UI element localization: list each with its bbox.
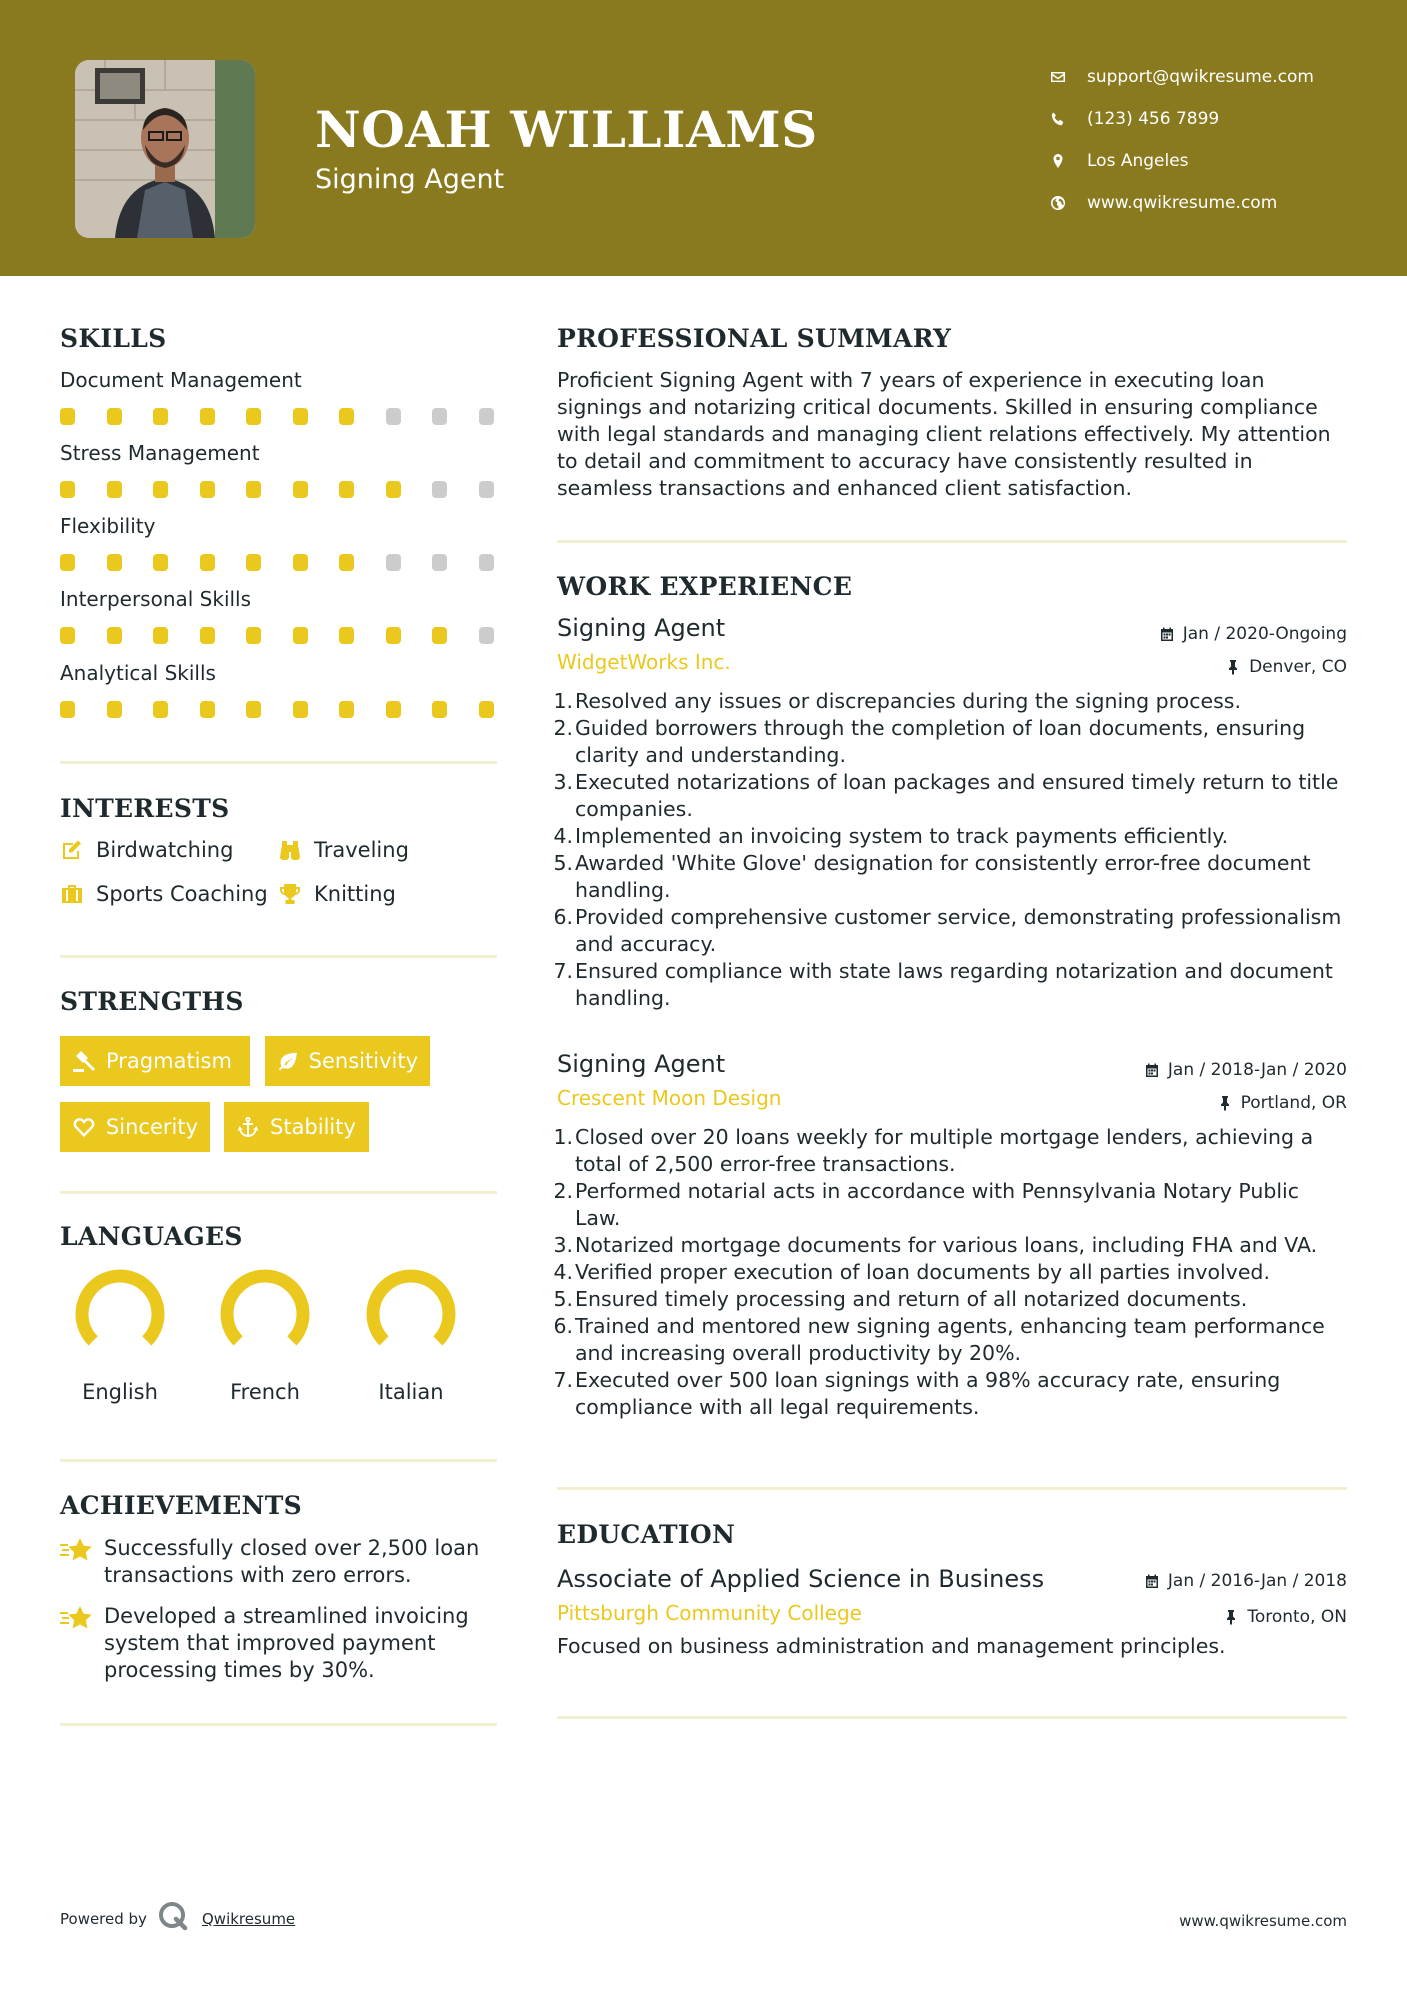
section-divider	[557, 540, 1347, 543]
list-item: 4. Implemented an invoicing system to track payments efficiently.	[553, 824, 1229, 848]
language-item	[50, 1268, 190, 1404]
contact-list	[1050, 56, 1314, 224]
pushpin-icon	[1223, 1609, 1239, 1625]
rating-dot-filled	[339, 701, 354, 718]
contact-website[interactable]	[1050, 182, 1314, 224]
language-item	[195, 1268, 335, 1404]
rating-dot-filled	[200, 701, 215, 718]
rating-dot-filled	[293, 408, 308, 425]
envelope-icon	[1050, 69, 1087, 85]
skill-name: Interpersonal Skills	[60, 587, 252, 611]
contact-website-text: www.qwikresume.com	[1087, 193, 1278, 213]
list-item: 6. Provided comprehensive customer service, demonstrating professionalism and accuracy.	[553, 905, 1342, 956]
language-level-ring	[365, 1268, 457, 1360]
rating-dot-filled	[246, 701, 261, 718]
strengths-section	[60, 987, 497, 1016]
summary-heading: PROFESSIONAL SUMMARY	[557, 324, 952, 353]
rating-dot-filled	[246, 554, 261, 571]
rating-dot-filled	[293, 554, 308, 571]
achievement-item	[60, 1603, 484, 1684]
interest-item	[60, 838, 233, 862]
section-divider	[557, 1716, 1347, 1719]
interest-label: Knitting	[314, 882, 396, 906]
strength-tag	[265, 1036, 430, 1086]
contact-phone-text: (123) 456 7899	[1087, 109, 1220, 129]
school-name: Pittsburgh Community College	[557, 1601, 862, 1625]
anchor-icon	[236, 1116, 260, 1138]
skill-rating	[60, 554, 497, 571]
language-level-ring	[74, 1268, 166, 1360]
gavel-icon	[72, 1050, 96, 1072]
strength-tag	[224, 1102, 369, 1152]
rating-dot-filled	[386, 701, 401, 718]
education-section	[557, 1520, 1347, 1670]
list-item: 3. Notarized mortgage documents for various loans, including FHA and VA.	[553, 1233, 1318, 1257]
rating-dot-filled	[153, 701, 168, 718]
skill-item	[60, 514, 497, 571]
rating-dot-empty	[386, 408, 401, 425]
interest-item	[278, 838, 409, 862]
list-item: 4. Verified proper execution of loan documents by all parties involved.	[553, 1260, 1270, 1284]
rating-dot-empty	[479, 627, 494, 644]
rating-dot-filled	[339, 554, 354, 571]
rating-dot-filled	[60, 408, 75, 425]
rating-dot-filled	[339, 627, 354, 644]
job-bullets	[553, 1124, 1347, 1421]
education-heading: EDUCATION	[557, 1520, 736, 1549]
rating-dot-filled	[200, 627, 215, 644]
rating-dot-filled	[386, 481, 401, 498]
skill-name: Stress Management	[60, 441, 260, 465]
strength-label: Stability	[270, 1115, 356, 1139]
skill-item	[60, 587, 497, 644]
rating-dot-filled	[60, 701, 75, 718]
achievement-text: Developed a streamlined invoicing system that improved payment processing times by 30%.	[104, 1604, 469, 1682]
education-entry	[557, 1565, 1347, 1660]
heart-icon	[72, 1116, 96, 1138]
rating-dot-filled	[107, 701, 122, 718]
experience-heading: WORK EXPERIENCE	[557, 572, 853, 601]
experience-section	[557, 572, 1347, 601]
strengths-heading: STRENGTHS	[60, 987, 244, 1016]
rating-dot-filled	[200, 408, 215, 425]
interests-heading: INTERESTS	[60, 794, 230, 823]
rating-dot-filled	[339, 408, 354, 425]
interest-label: Traveling	[314, 838, 409, 862]
job-dates	[1144, 1060, 1347, 1080]
job-location-text: Denver, CO	[1249, 657, 1347, 677]
rating-dot-filled	[200, 481, 215, 498]
achievement-text: Successfully closed over 2,500 loan transactions with zero errors.	[104, 1536, 480, 1587]
interest-label: Birdwatching	[96, 838, 234, 862]
rating-dot-filled	[386, 627, 401, 644]
section-divider	[60, 1723, 497, 1726]
summary-text: Proficient Signing Agent with 7 years of experience in executing loan signings and notarizing critical documents. Skilled in ensuring compliance with legal standards and managing client relations effectively. My attention to detail and commitment to accuracy have consistently resulted in seamless transactions and enhanced client satisfaction.	[557, 368, 1331, 500]
skill-rating	[60, 627, 497, 644]
education-dates	[1144, 1571, 1347, 1591]
contact-location-text: Los Angeles	[1087, 151, 1189, 171]
list-item: 1. Closed over 20 loans weekly for multiple mortgage lenders, achieving a total of 2,500 error-free transactions.	[553, 1125, 1314, 1176]
interest-item	[278, 882, 396, 906]
skill-rating	[60, 408, 497, 425]
list-item: 1. Resolved any issues or discrepancies during the signing process.	[553, 689, 1241, 713]
skill-item	[60, 441, 497, 498]
qwikresume-link[interactable]: Qwikresume	[202, 1910, 296, 1928]
rating-dot-empty	[479, 408, 494, 425]
job-company: Crescent Moon Design	[557, 1086, 782, 1110]
job-location-text: Portland, OR	[1240, 1093, 1347, 1113]
education-location-text: Toronto, ON	[1247, 1607, 1347, 1627]
job-title: Signing Agent	[557, 614, 726, 642]
rating-dot-filled	[60, 627, 75, 644]
list-item: 3. Executed notarizations of loan packages and ensured timely return to title companies.	[553, 770, 1339, 821]
powered-by-label: Powered by	[60, 1910, 147, 1928]
degree-title: Associate of Applied Science in Business	[557, 1565, 1045, 1593]
rating-dot-filled	[339, 481, 354, 498]
language-label: French	[230, 1380, 300, 1404]
education-dates-text: Jan / 2016-Jan / 2018	[1167, 1571, 1347, 1591]
rating-dot-filled	[107, 627, 122, 644]
globe-icon	[1050, 195, 1087, 211]
section-divider	[60, 1459, 497, 1462]
job-entry	[553, 1050, 1347, 1460]
strength-tag	[60, 1102, 210, 1152]
rating-dot-empty	[479, 481, 494, 498]
leaf-icon	[277, 1050, 299, 1072]
trophy-icon	[278, 883, 302, 905]
list-item: 6. Trained and mentored new signing agents, enhancing team performance and increasing overall productivity by 20%.	[553, 1314, 1325, 1365]
rating-dot-filled	[107, 408, 122, 425]
strength-label: Pragmatism	[106, 1049, 232, 1073]
profile-photo	[75, 60, 255, 238]
map-pin-icon	[1050, 153, 1087, 169]
job-entry	[553, 614, 1347, 1024]
rating-dot-filled	[153, 481, 168, 498]
skills-heading: SKILLS	[60, 324, 167, 353]
rating-dot-filled	[432, 701, 447, 718]
qwikresume-logo-icon	[157, 1900, 189, 1932]
skill-rating	[60, 701, 497, 718]
list-item: 5. Awarded 'White Glove' designation for consistently error-free document handling.	[553, 851, 1311, 902]
calendar-icon	[1159, 626, 1175, 642]
contact-email[interactable]	[1050, 56, 1314, 98]
job-title: Signing Agent	[557, 1050, 726, 1078]
languages-heading: LANGUAGES	[60, 1222, 243, 1251]
list-item: 7. Executed over 500 loan signings with a 98% accuracy rate, ensuring compliance with all legal requirements.	[553, 1368, 1281, 1419]
phone-icon	[1050, 111, 1087, 127]
section-divider	[60, 761, 497, 764]
language-label: English	[82, 1380, 158, 1404]
list-item: 5. Ensured timely processing and return of all notarized documents.	[553, 1287, 1248, 1311]
education-description: Focused on business administration and management principles.	[557, 1634, 1226, 1658]
strength-tag	[60, 1036, 250, 1086]
job-bullets	[553, 688, 1347, 1012]
job-location	[1217, 1093, 1347, 1113]
rating-dot-empty	[479, 554, 494, 571]
job-location	[1225, 657, 1347, 677]
skill-item	[60, 368, 497, 425]
pushpin-icon	[1225, 659, 1241, 675]
contact-phone[interactable]	[1050, 98, 1314, 140]
contact-email-text: support@qwikresume.com	[1087, 67, 1314, 87]
skill-name: Analytical Skills	[60, 661, 216, 685]
candidate-title: Signing Agent	[315, 164, 505, 195]
list-item: 7. Ensured compliance with state laws regarding notarization and document handling.	[553, 959, 1333, 1010]
interest-item	[60, 882, 268, 906]
achievements-section	[60, 1491, 497, 1520]
achievements-heading: ACHIEVEMENTS	[60, 1491, 302, 1520]
briefcase-icon	[60, 883, 84, 905]
rating-dot-filled	[246, 481, 261, 498]
pushpin-icon	[1217, 1095, 1233, 1111]
rating-dot-filled	[246, 627, 261, 644]
summary-section	[557, 324, 1347, 502]
interests-section	[60, 794, 497, 823]
languages-section	[60, 1222, 497, 1251]
rating-dot-filled	[293, 701, 308, 718]
rating-dot-empty	[432, 408, 447, 425]
rating-dot-filled	[107, 554, 122, 571]
rating-dot-empty	[432, 481, 447, 498]
job-dates	[1159, 624, 1347, 644]
skills-section	[60, 324, 497, 353]
language-label: Italian	[378, 1380, 444, 1404]
skill-rating	[60, 481, 497, 498]
rating-dot-filled	[293, 627, 308, 644]
skill-name: Flexibility	[60, 514, 156, 538]
rating-dot-filled	[200, 554, 215, 571]
strength-label: Sincerity	[105, 1115, 198, 1139]
resume-header	[0, 0, 1407, 276]
rating-dot-filled	[432, 627, 447, 644]
rating-dot-filled	[479, 701, 494, 718]
pencil-square-icon	[60, 839, 84, 861]
rating-dot-filled	[153, 627, 168, 644]
footer-website[interactable]: www.qwikresume.com	[1179, 1912, 1347, 1930]
job-dates-text: Jan / 2018-Jan / 2020	[1167, 1060, 1347, 1080]
achievement-item	[60, 1535, 484, 1589]
footer	[60, 1900, 1347, 1940]
job-dates-text: Jan / 2020-Ongoing	[1182, 624, 1347, 644]
rating-dot-filled	[107, 481, 122, 498]
job-company: WidgetWorks Inc.	[557, 650, 731, 674]
list-item: 2. Performed notarial acts in accordance with Pennsylvania Notary Public Law.	[553, 1179, 1300, 1230]
language-level-ring	[219, 1268, 311, 1360]
calendar-icon	[1144, 1573, 1160, 1589]
skill-item	[60, 661, 497, 718]
interest-label: Sports Coaching	[96, 882, 268, 906]
calendar-icon	[1144, 1062, 1160, 1078]
candidate-name: NOAH WILLIAMS	[315, 100, 818, 159]
education-location	[1223, 1607, 1347, 1627]
contact-location	[1050, 140, 1314, 182]
rating-dot-filled	[60, 481, 75, 498]
rating-dot-filled	[153, 554, 168, 571]
star-icon	[60, 1604, 94, 1632]
rating-dot-filled	[153, 408, 168, 425]
rating-dot-filled	[60, 554, 75, 571]
strength-label: Sensitivity	[308, 1049, 418, 1073]
skill-name: Document Management	[60, 368, 302, 392]
section-divider	[60, 1191, 497, 1194]
rating-dot-empty	[432, 554, 447, 571]
rating-dot-filled	[293, 481, 308, 498]
rating-dot-empty	[386, 554, 401, 571]
list-item: 2. Guided borrowers through the completion of loan documents, ensuring clarity and understanding.	[553, 716, 1306, 767]
rating-dot-filled	[246, 408, 261, 425]
section-divider	[60, 955, 497, 958]
star-icon	[60, 1536, 94, 1564]
binoculars-icon	[278, 839, 302, 861]
section-divider	[557, 1487, 1347, 1490]
language-item	[341, 1268, 481, 1404]
